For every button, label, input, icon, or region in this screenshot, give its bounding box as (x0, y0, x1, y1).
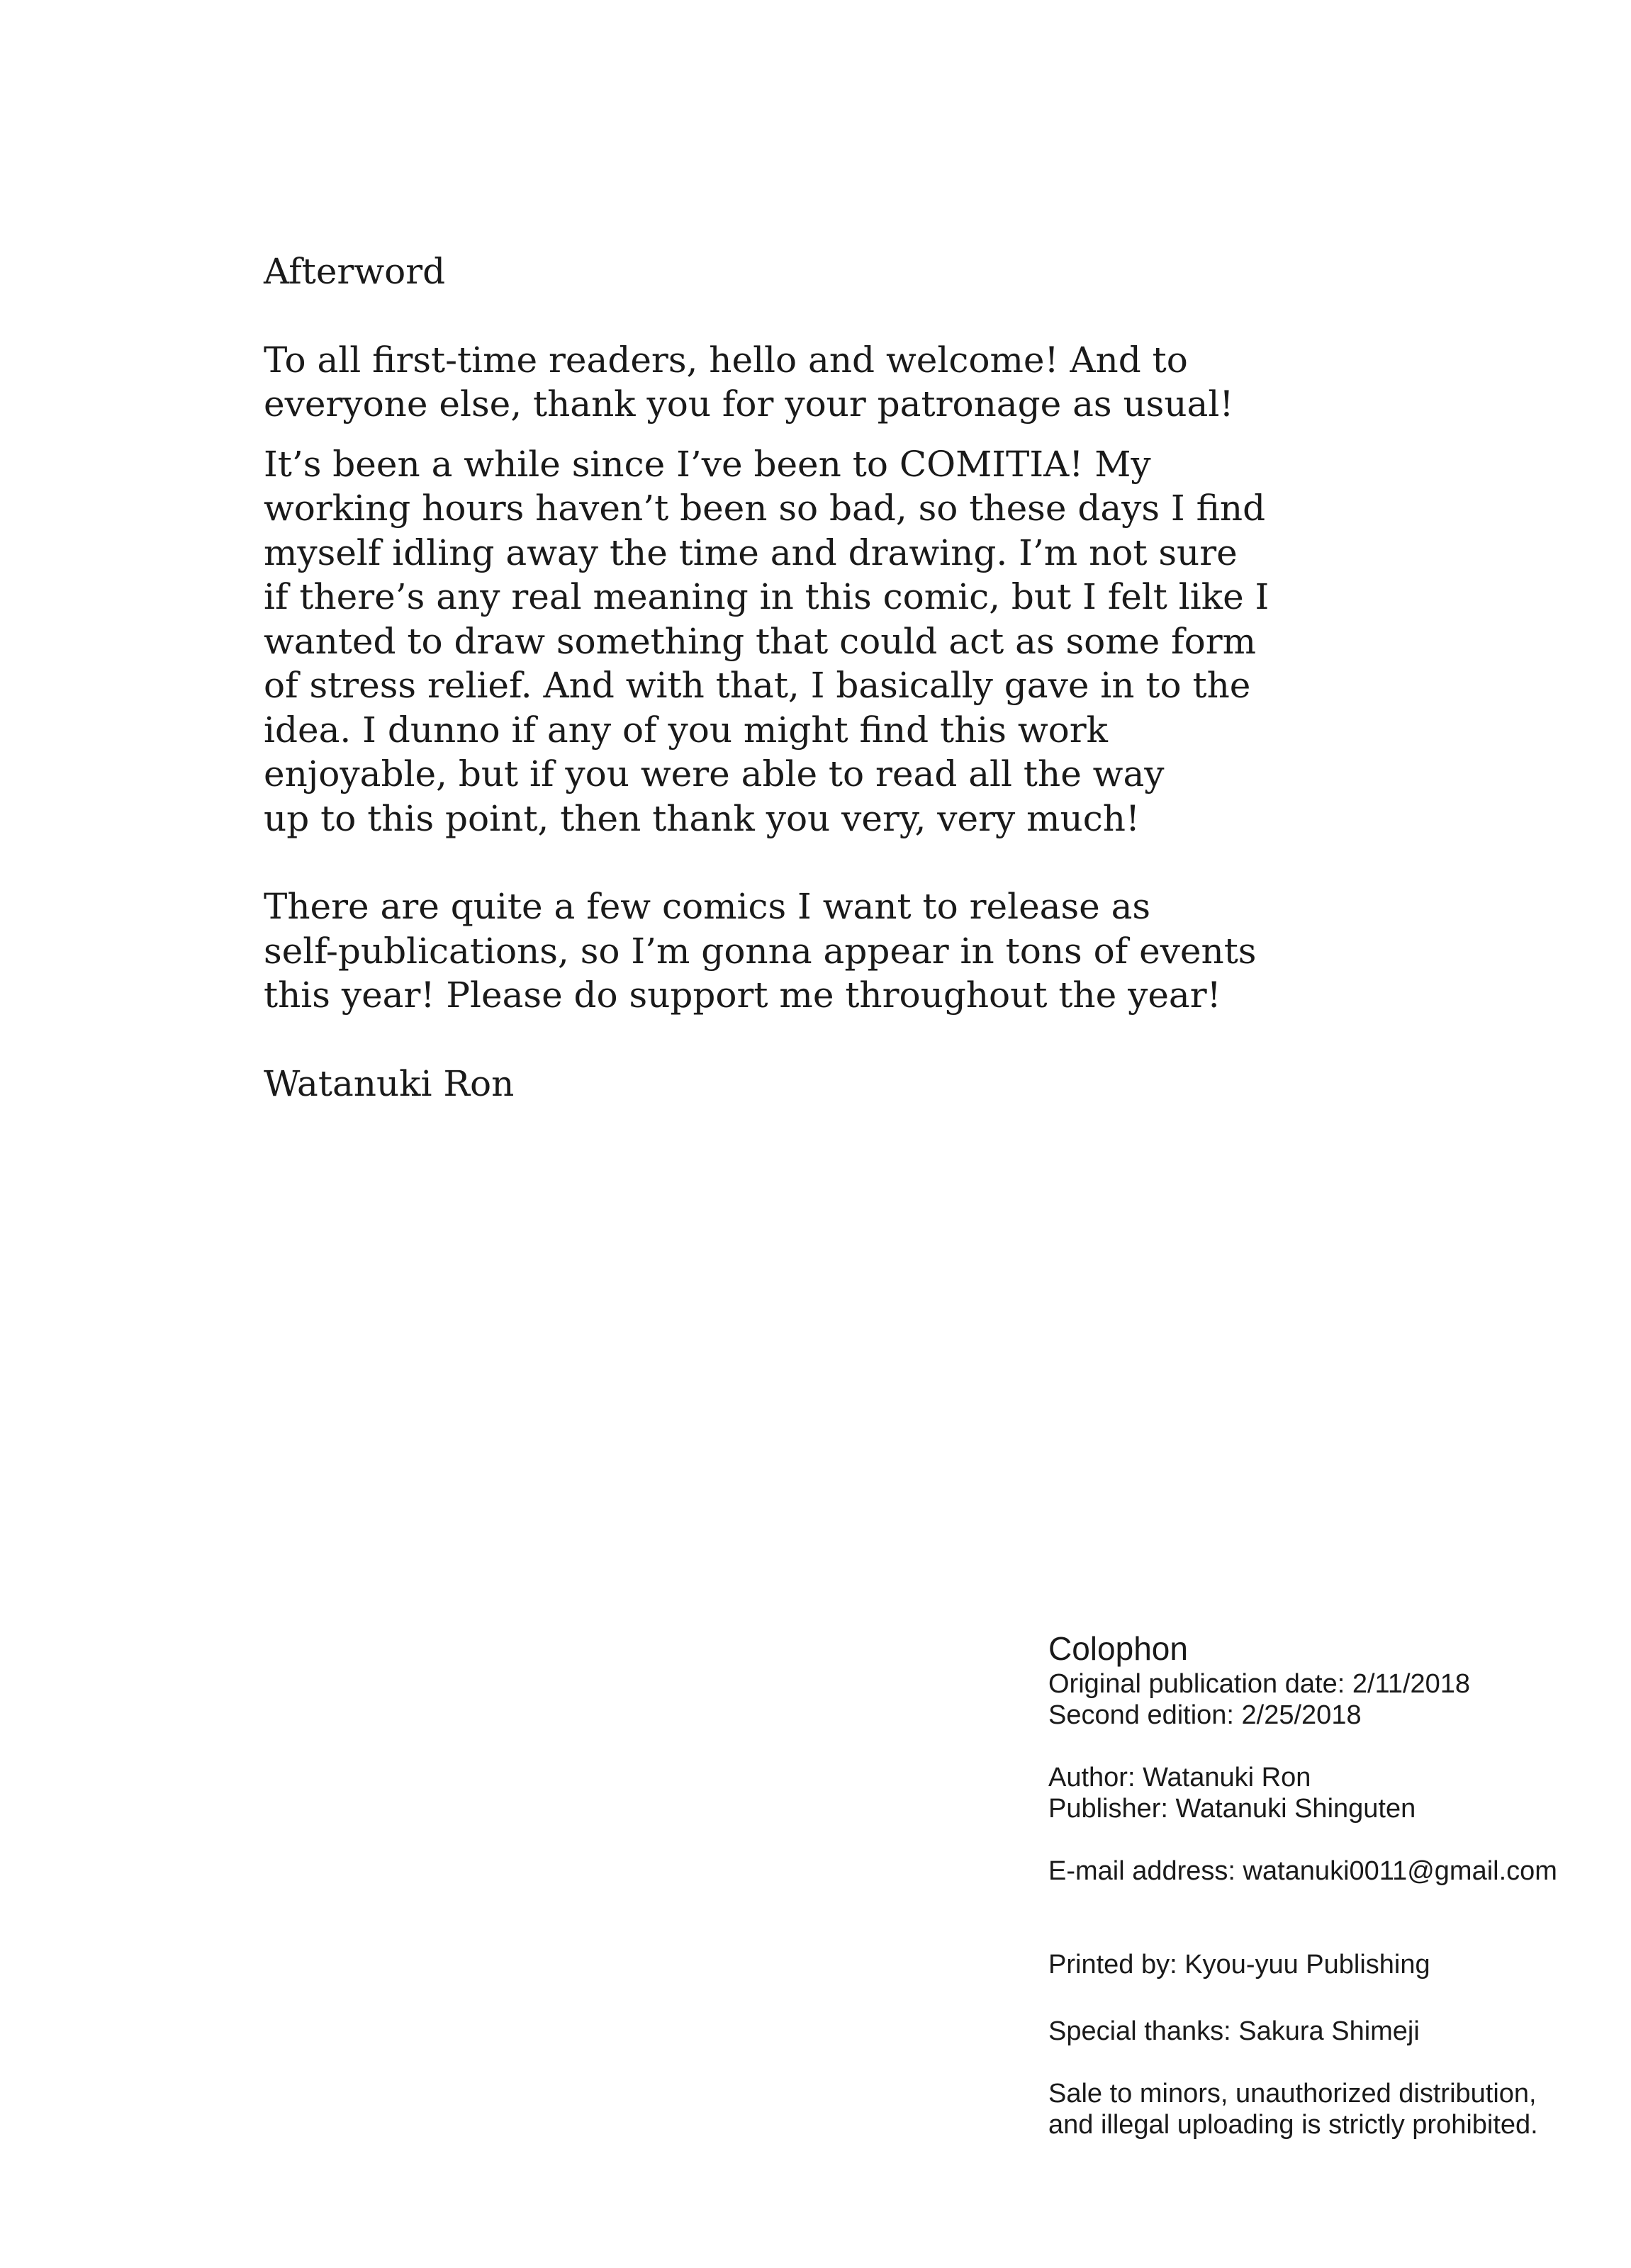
paragraph-line: wanted to draw something that could act as some form (264, 620, 1257, 662)
afterword-paragraph-greeting (264, 338, 1234, 427)
publisher-credit: Publisher: Watanuki Shinguten (1048, 1794, 1416, 1824)
colophon-credits (1048, 1762, 1615, 1824)
paragraph-line: self-publications, so I’m gonna appear in tons of events (264, 930, 1257, 972)
paragraph-line: enjoyable, but if you were able to read all the way (264, 753, 1165, 795)
paragraph-line: There are quite a few comics I want to release as (264, 886, 1151, 927)
colophon-heading: Colophon (1048, 1630, 1188, 1667)
paragraph-line: To all first-time readers, hello and welcome! And to (264, 339, 1188, 381)
colophon-notice (1048, 2078, 1615, 2140)
colophon-section (1048, 1629, 1615, 2172)
afterword-title: Afterword (264, 251, 446, 292)
afterword-paragraph-closing (264, 885, 1257, 1018)
printed-by: Printed by: Kyou-yuu Publishing (1048, 1950, 1430, 1980)
legal-notice-line: Sale to minors, unauthorized distribution, (1048, 2079, 1537, 2109)
paragraph-line: working hours haven’t been so bad, so these days I find (264, 488, 1266, 529)
paragraph-line: of stress relief. And with that, I basically gave in to the (264, 665, 1251, 706)
email-address: E-mail address: watanuki0011@gmail.com (1048, 1856, 1557, 1886)
colophon-dates (1048, 1668, 1615, 1731)
paragraph-line: this year! Please do support me throughout the year! (264, 975, 1221, 1016)
colophon-contact (1048, 1856, 1615, 1887)
legal-notice-line: and illegal uploading is strictly prohibited. (1048, 2110, 1538, 2140)
afterword-section (264, 249, 1270, 1106)
author-credit: Author: Watanuki Ron (1048, 1763, 1311, 1792)
paragraph-line: myself idling away the time and drawing. I’m not sure (264, 532, 1238, 573)
paragraph-line: everyone else, thank you for your patronage as usual! (264, 383, 1234, 425)
special-thanks: Special thanks: Sakura Shimeji (1048, 2016, 1420, 2046)
afterword-signature: Watanuki Ron (264, 1062, 515, 1104)
paragraph-line: idea. I dunno if any of you might find this work (264, 709, 1108, 751)
paragraph-line: up to this point, then thank you very, very much! (264, 797, 1140, 839)
original-publication-date: Original publication date: 2/11/2018 (1048, 1669, 1471, 1699)
colophon-thanks (1048, 2016, 1615, 2047)
colophon-printer (1048, 1949, 1615, 1980)
paragraph-line: It’s been a while since I’ve been to COMITIA! My (264, 443, 1151, 485)
paragraph-line: if there’s any real meaning in this comic, but I felt like I (264, 576, 1270, 617)
second-edition-date: Second edition: 2/25/2018 (1048, 1700, 1362, 1730)
afterword-paragraph-body (264, 442, 1270, 841)
